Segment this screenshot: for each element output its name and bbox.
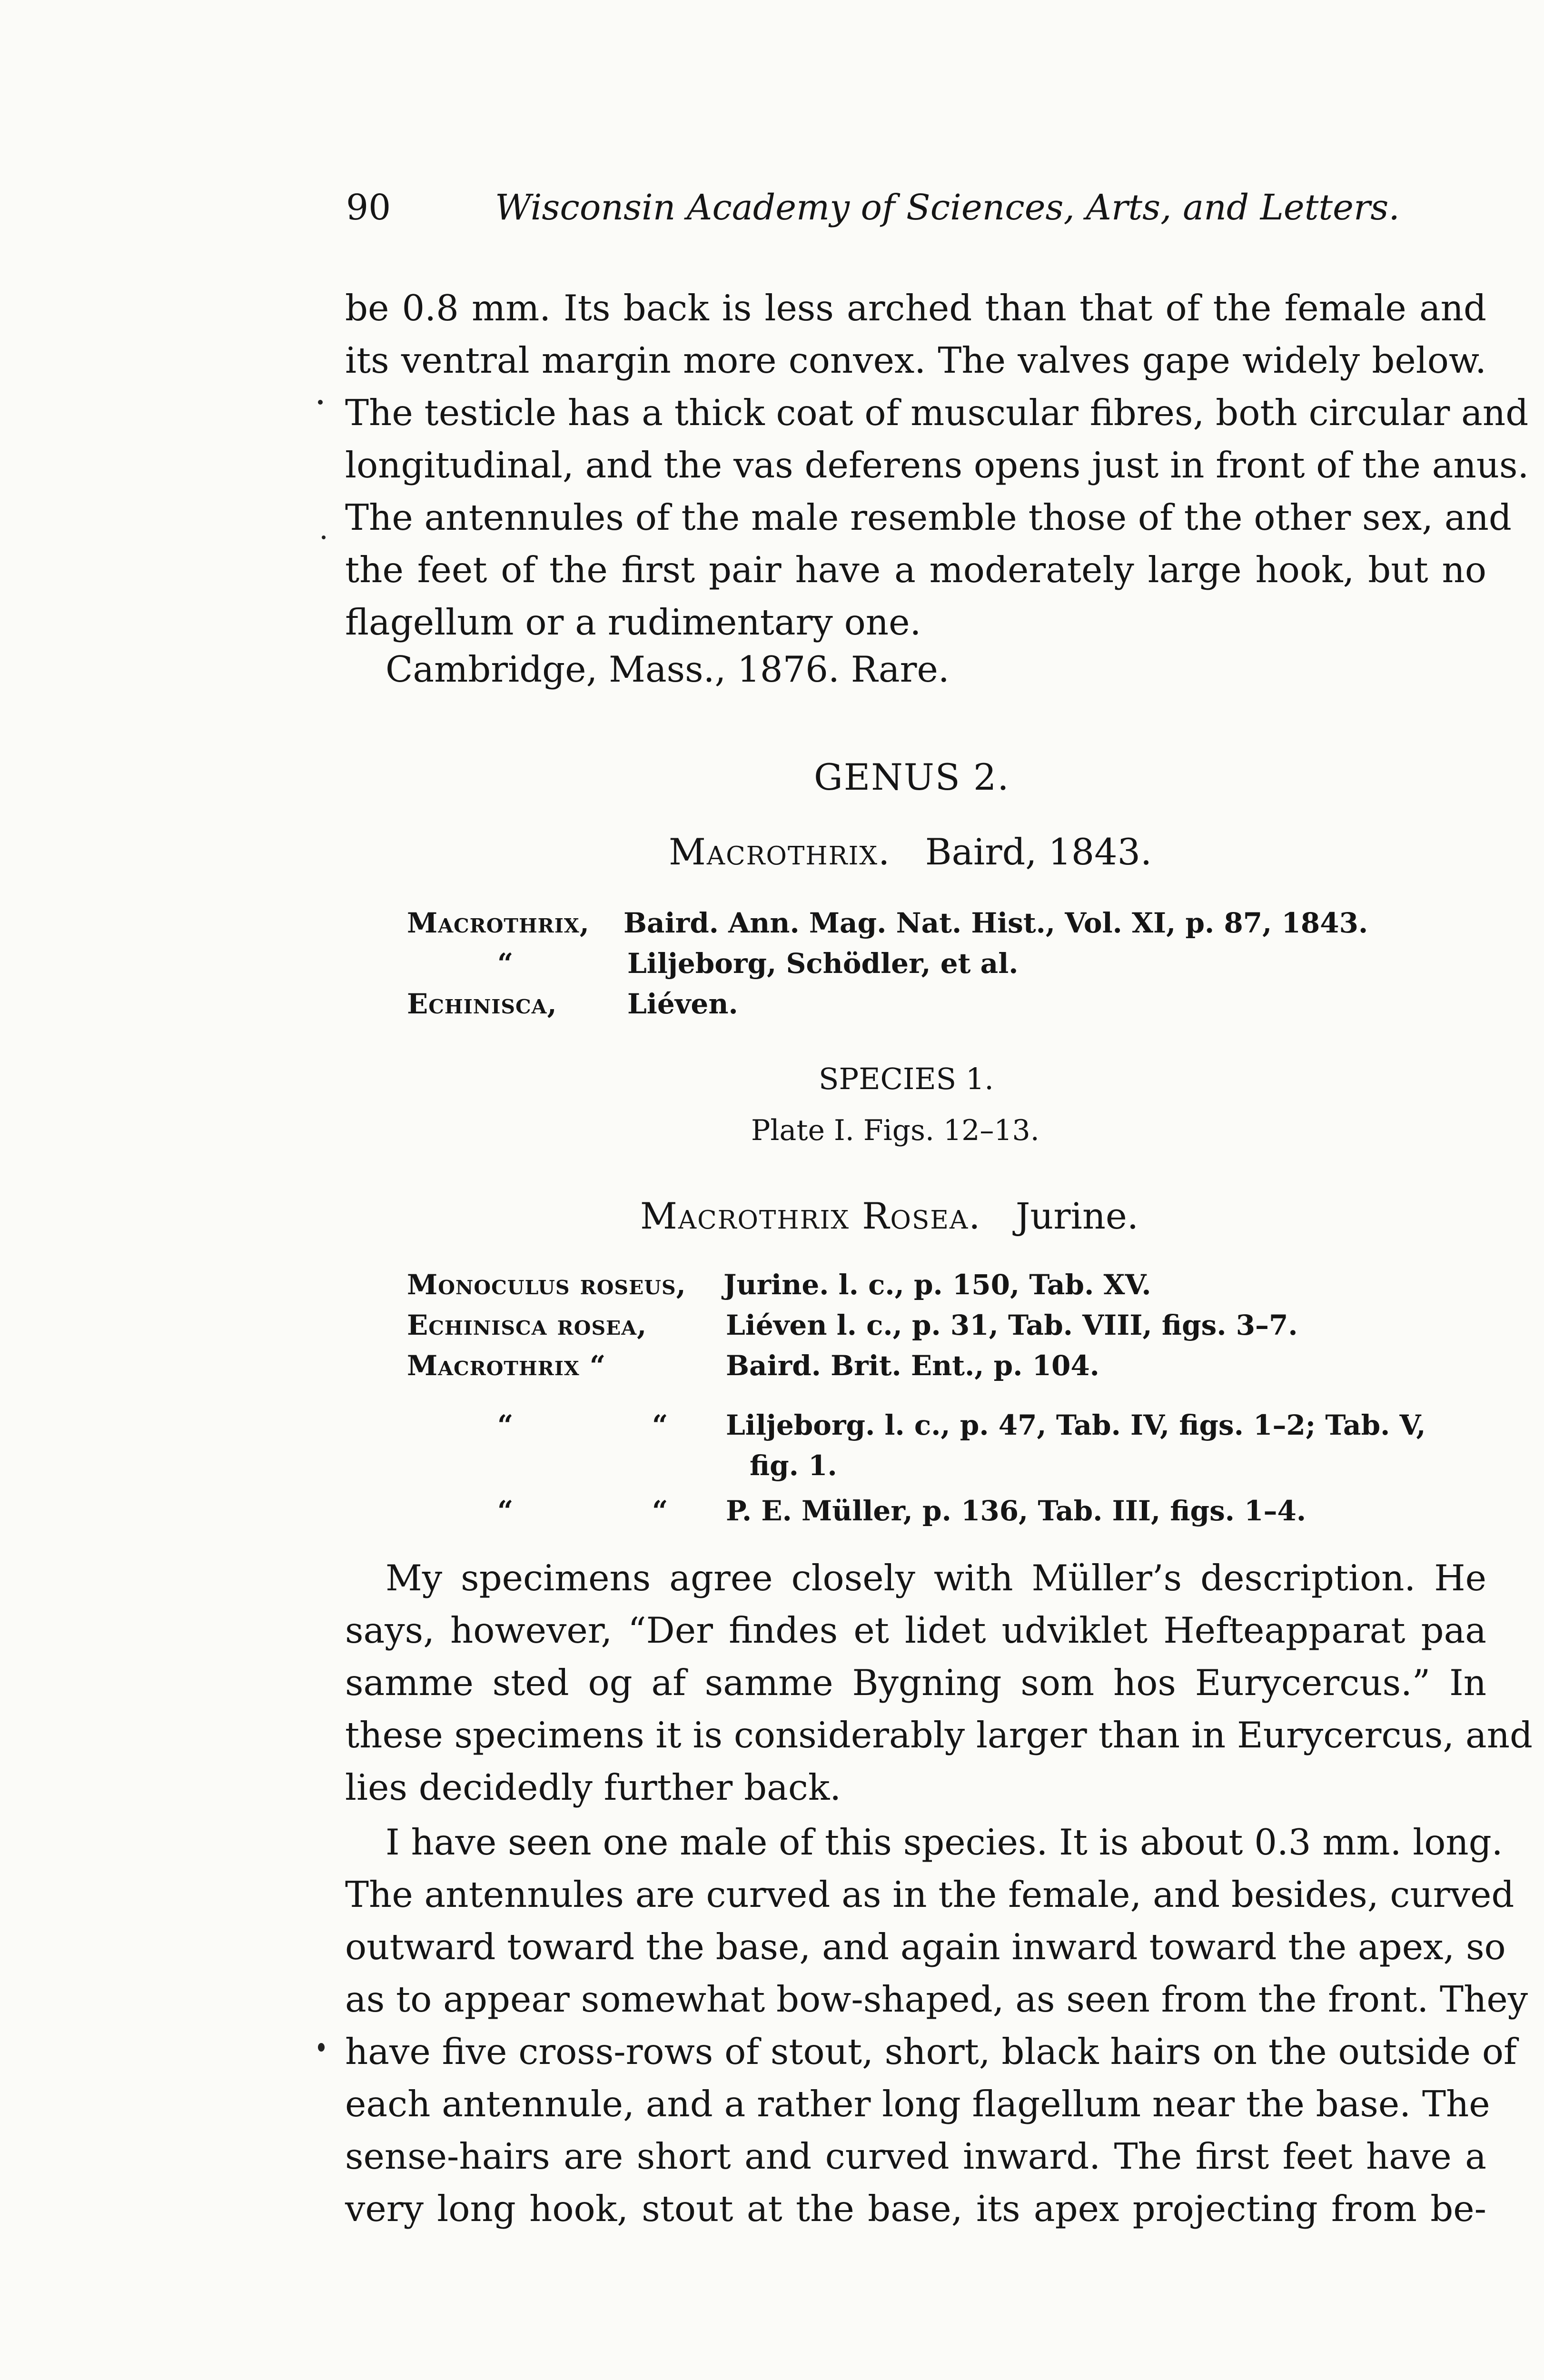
ditto-mark: “ (497, 947, 514, 980)
text-line: the feet of the first pair have a moderately large hook, but no (345, 549, 1486, 591)
synonym-reference: Baird. Ann. Mag. Nat. Hist., Vol. XI, p. 87, 1843. (624, 907, 1368, 939)
text-line: The antennules are curved as in the female, and besides, curved (345, 1874, 1514, 1915)
species-heading: SPECIES 1. (819, 1061, 994, 1096)
synonym-name: Monoculus roseus, (407, 1269, 686, 1301)
synonym-reference: Liljeborg, Schödler, et al. (627, 947, 1019, 980)
ditto-mark: “ (497, 1495, 514, 1527)
text-line: outward toward the base, and again inward toward the apex, so (345, 1926, 1506, 1968)
synonym-reference: Liéven l. c., p. 31, Tab. VIII, figs. 3–7. (726, 1309, 1298, 1341)
text-line: I have seen one male of this species. It is about 0.3 mm. long. (386, 1821, 1503, 1863)
synonym-reference: Liljeborg. l. c., p. 47, Tab. IV, figs. 1–2; Tab. V, (726, 1409, 1426, 1441)
scan-speck (322, 536, 326, 539)
text-line: these specimens it is considerably larger than in Eurycercus, and (345, 1714, 1533, 1756)
synonym-reference-continued: fig. 1. (750, 1449, 837, 1482)
text-line: its ventral margin more convex. The valves gape widely below. (345, 339, 1486, 381)
text-line: have five cross-rows of stout, short, black hairs on the outside of (345, 2031, 1517, 2073)
page-number: 90 (346, 187, 391, 228)
text-line: samme sted og af samme Bygning som hos Eurycercus.” In (345, 1662, 1486, 1704)
text-line: sense-hairs are short and curved inward. The first feet have a (345, 2135, 1486, 2177)
genus-heading: GENUS 2. (814, 756, 1010, 798)
synonym-reference: P. E. Müller, p. 136, Tab. III, figs. 1–4. (726, 1495, 1306, 1527)
text-line: each antennule, and a rather long flagellum near the base. The (345, 2083, 1490, 2125)
text-line: very long hook, stout at the base, its apex projecting from be- (345, 2188, 1486, 2230)
text-line: The antennules of the male resemble those of the other sex, and (345, 496, 1512, 538)
ditto-mark: “ (652, 1409, 668, 1441)
genus-title (669, 831, 1152, 873)
ditto-mark: “ (652, 1495, 668, 1527)
species-authority: Jurine. (1015, 1195, 1139, 1237)
genus-authority: Baird, 1843. (925, 831, 1152, 873)
synonym-reference: Baird. Brit. Ent., p. 104. (726, 1349, 1099, 1382)
synonym-reference: Liéven. (627, 988, 738, 1020)
plate-reference: Plate I. Figs. 12–13. (751, 1114, 1039, 1147)
text-line: longitudinal, and the vas deferens opens just in front of the anus. (345, 444, 1529, 486)
species-name: Macrothrix Rosea. (640, 1195, 981, 1237)
text-line: My specimens agree closely with Müller’s description. He (386, 1557, 1486, 1599)
text-line: as to appear somewhat bow-shaped, as seen from the front. They (345, 1978, 1528, 2020)
running-header-title: Wisconsin Academy of Sciences, Arts, and Letters. (495, 187, 1400, 228)
synonym-name: Echinisca, (407, 988, 557, 1020)
synonym-name: Macrothrix, (407, 907, 590, 939)
synonym-name: Macrothrix “ (407, 1349, 606, 1382)
species-title (640, 1195, 1138, 1237)
scan-speck (318, 400, 323, 405)
synonym-name: Echinisca rosea, (407, 1309, 647, 1341)
genus-name: Macrothrix. (669, 831, 891, 873)
scan-speck (318, 2043, 325, 2052)
synonym-reference: Jurine. l. c., p. 150, Tab. XV. (723, 1269, 1151, 1301)
locality-line: Cambridge, Mass., 1876. Rare. (386, 648, 950, 690)
text-line: The testicle has a thick coat of muscular fibres, both circular and (345, 392, 1529, 434)
ditto-mark: “ (497, 1409, 514, 1441)
text-line: flagellum or a rudimentary one. (345, 601, 921, 643)
text-line: says, however, “Der findes et lidet udviklet Hefteapparat paa (345, 1609, 1486, 1651)
text-line: lies decidedly further back. (345, 1766, 841, 1808)
text-line: be 0.8 mm. Its back is less arched than that of the female and (345, 287, 1486, 329)
